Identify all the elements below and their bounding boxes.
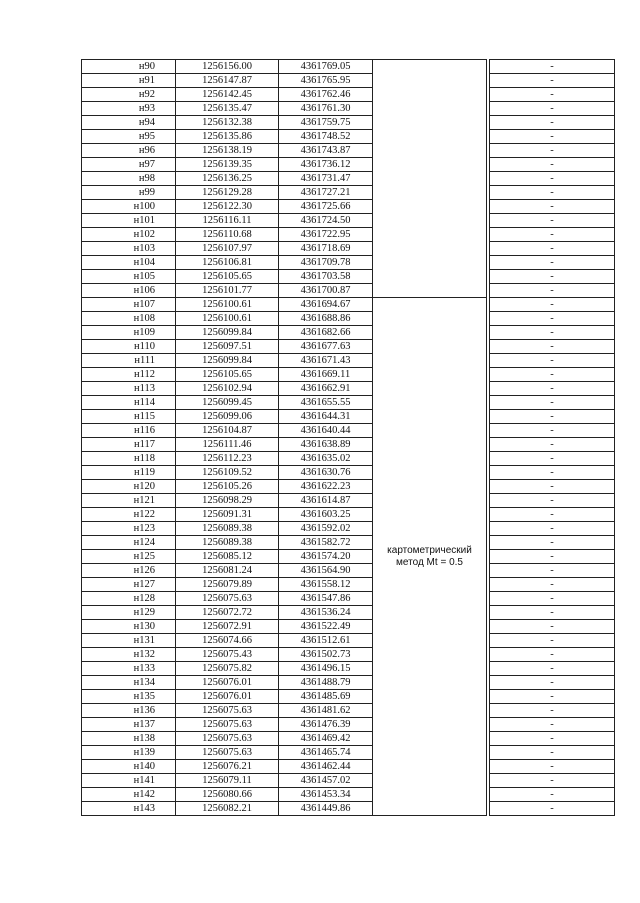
error-cell: - (490, 340, 615, 354)
point-id-cell: н119 (82, 466, 176, 480)
x-coordinate-cell: 1256099.84 (176, 326, 279, 340)
x-coordinate-cell: 1256102.94 (176, 382, 279, 396)
point-id-cell: н133 (82, 662, 176, 676)
point-id-cell: н135 (82, 690, 176, 704)
error-cell: - (490, 326, 615, 340)
error-cell: - (490, 774, 615, 788)
y-coordinate-cell: 4361731.47 (279, 172, 373, 186)
y-coordinate-cell: 4361669.11 (279, 368, 373, 382)
y-coordinate-cell: 4361769.05 (279, 60, 373, 74)
point-id-cell: н100 (82, 200, 176, 214)
table-row (82, 522, 615, 536)
table-row (82, 172, 615, 186)
x-coordinate-cell: 1256080.66 (176, 788, 279, 802)
table-row (82, 438, 615, 452)
table-row (82, 186, 615, 200)
error-cell: - (490, 116, 615, 130)
point-id-cell: н121 (82, 494, 176, 508)
point-id-cell: н140 (82, 760, 176, 774)
table-row (82, 200, 615, 214)
table-row (82, 466, 615, 480)
table-row (82, 802, 615, 816)
error-cell: - (490, 242, 615, 256)
table-row (82, 648, 615, 662)
method-name: картометрический (387, 544, 472, 556)
table-row (82, 774, 615, 788)
error-cell: - (490, 536, 615, 550)
x-coordinate-cell: 1256072.72 (176, 606, 279, 620)
point-id-cell: н129 (82, 606, 176, 620)
y-coordinate-cell: 4361547.86 (279, 592, 373, 606)
x-coordinate-cell: 1256139.35 (176, 158, 279, 172)
error-cell: - (490, 648, 615, 662)
error-cell: - (490, 746, 615, 760)
point-id-cell: н93 (82, 102, 176, 116)
table-row (82, 690, 615, 704)
y-coordinate-cell: 4361761.30 (279, 102, 373, 116)
point-id-cell: н103 (82, 242, 176, 256)
x-coordinate-cell: 1256156.00 (176, 60, 279, 74)
table-row (82, 410, 615, 424)
x-coordinate-cell: 1256089.38 (176, 522, 279, 536)
error-cell: - (490, 494, 615, 508)
error-cell: - (490, 788, 615, 802)
y-coordinate-cell: 4361603.25 (279, 508, 373, 522)
table-row (82, 284, 615, 298)
point-id-cell: н130 (82, 620, 176, 634)
table-row (82, 704, 615, 718)
y-coordinate-cell: 4361502.73 (279, 648, 373, 662)
x-coordinate-cell: 1256136.25 (176, 172, 279, 186)
error-cell: - (490, 158, 615, 172)
error-cell: - (490, 662, 615, 676)
table-row (82, 718, 615, 732)
x-coordinate-cell: 1256099.84 (176, 354, 279, 368)
point-id-cell: н99 (82, 186, 176, 200)
x-coordinate-cell: 1256132.38 (176, 116, 279, 130)
point-id-cell: н97 (82, 158, 176, 172)
y-coordinate-cell: 4361536.24 (279, 606, 373, 620)
error-cell: - (490, 452, 615, 466)
x-coordinate-cell: 1256105.65 (176, 368, 279, 382)
error-cell: - (490, 396, 615, 410)
y-coordinate-cell: 4361635.02 (279, 452, 373, 466)
point-id-cell: н137 (82, 718, 176, 732)
y-coordinate-cell: 4361574.20 (279, 550, 373, 564)
x-coordinate-cell: 1256075.63 (176, 732, 279, 746)
table-row (82, 158, 615, 172)
y-coordinate-cell: 4361688.86 (279, 312, 373, 326)
table-row (82, 60, 615, 74)
x-coordinate-cell: 1256091.31 (176, 508, 279, 522)
y-coordinate-cell: 4361682.66 (279, 326, 373, 340)
point-id-cell: н96 (82, 144, 176, 158)
y-coordinate-cell: 4361700.87 (279, 284, 373, 298)
error-cell: - (490, 592, 615, 606)
x-coordinate-cell: 1256147.87 (176, 74, 279, 88)
error-cell: - (490, 690, 615, 704)
table-row (82, 634, 615, 648)
point-id-cell: н108 (82, 312, 176, 326)
y-coordinate-cell: 4361449.86 (279, 802, 373, 816)
table-row (82, 508, 615, 522)
table-row (82, 788, 615, 802)
error-cell: - (490, 480, 615, 494)
method-cell (373, 298, 487, 816)
point-id-cell: н134 (82, 676, 176, 690)
error-cell: - (490, 88, 615, 102)
y-coordinate-cell: 4361462.44 (279, 760, 373, 774)
table-row (82, 326, 615, 340)
y-coordinate-cell: 4361671.43 (279, 354, 373, 368)
x-coordinate-cell: 1256106.81 (176, 256, 279, 270)
point-id-cell: н91 (82, 74, 176, 88)
point-id-cell: н125 (82, 550, 176, 564)
x-coordinate-cell: 1256111.46 (176, 438, 279, 452)
x-coordinate-cell: 1256081.24 (176, 564, 279, 578)
x-coordinate-cell: 1256074.66 (176, 634, 279, 648)
y-coordinate-cell: 4361457.02 (279, 774, 373, 788)
table-row (82, 746, 615, 760)
error-cell: - (490, 256, 615, 270)
y-coordinate-cell: 4361765.95 (279, 74, 373, 88)
error-cell: - (490, 144, 615, 158)
error-cell: - (490, 312, 615, 326)
error-cell: - (490, 410, 615, 424)
y-coordinate-cell: 4361724.50 (279, 214, 373, 228)
point-id-cell: н92 (82, 88, 176, 102)
y-coordinate-cell: 4361736.12 (279, 158, 373, 172)
table-row (82, 116, 615, 130)
table-row (82, 228, 615, 242)
x-coordinate-cell: 1256085.12 (176, 550, 279, 564)
y-coordinate-cell: 4361485.69 (279, 690, 373, 704)
x-coordinate-cell: 1256098.29 (176, 494, 279, 508)
y-coordinate-cell: 4361725.66 (279, 200, 373, 214)
table-row (82, 494, 615, 508)
point-id-cell: н106 (82, 284, 176, 298)
error-cell: - (490, 298, 615, 312)
error-cell: - (490, 718, 615, 732)
x-coordinate-cell: 1256082.21 (176, 802, 279, 816)
point-id-cell: н95 (82, 130, 176, 144)
error-cell: - (490, 620, 615, 634)
y-coordinate-cell: 4361592.02 (279, 522, 373, 536)
table-row (82, 550, 615, 564)
error-cell: - (490, 424, 615, 438)
point-id-cell: н111 (82, 354, 176, 368)
table-row (82, 620, 615, 634)
table-row (82, 298, 615, 312)
y-coordinate-cell: 4361748.52 (279, 130, 373, 144)
table-row (82, 214, 615, 228)
y-coordinate-cell: 4361476.39 (279, 718, 373, 732)
y-coordinate-cell: 4361677.63 (279, 340, 373, 354)
table-row (82, 102, 615, 116)
point-id-cell: н105 (82, 270, 176, 284)
x-coordinate-cell: 1256110.68 (176, 228, 279, 242)
x-coordinate-cell: 1256079.11 (176, 774, 279, 788)
coordinates-table-body (82, 60, 615, 816)
table-row (82, 368, 615, 382)
x-coordinate-cell: 1256112.23 (176, 452, 279, 466)
table-row (82, 88, 615, 102)
method-accuracy: метод Mt = 0.5 (396, 556, 463, 568)
table-row (82, 340, 615, 354)
table-row (82, 760, 615, 774)
x-coordinate-cell: 1256122.30 (176, 200, 279, 214)
error-cell: - (490, 732, 615, 746)
x-coordinate-cell: 1256075.63 (176, 718, 279, 732)
x-coordinate-cell: 1256079.89 (176, 578, 279, 592)
point-id-cell: н127 (82, 578, 176, 592)
error-cell: - (490, 508, 615, 522)
error-cell: - (490, 284, 615, 298)
table-row (82, 312, 615, 326)
table-row (82, 536, 615, 550)
y-coordinate-cell: 4361644.31 (279, 410, 373, 424)
x-coordinate-cell: 1256104.87 (176, 424, 279, 438)
x-coordinate-cell: 1256076.01 (176, 676, 279, 690)
point-id-cell: н138 (82, 732, 176, 746)
x-coordinate-cell: 1256107.97 (176, 242, 279, 256)
x-coordinate-cell: 1256075.82 (176, 662, 279, 676)
x-coordinate-cell: 1256135.47 (176, 102, 279, 116)
y-coordinate-cell: 4361564.90 (279, 564, 373, 578)
x-coordinate-cell: 1256100.61 (176, 312, 279, 326)
point-id-cell: н113 (82, 382, 176, 396)
error-cell: - (490, 522, 615, 536)
error-cell: - (490, 186, 615, 200)
y-coordinate-cell: 4361453.34 (279, 788, 373, 802)
table-row (82, 480, 615, 494)
x-coordinate-cell: 1256129.28 (176, 186, 279, 200)
y-coordinate-cell: 4361718.69 (279, 242, 373, 256)
point-id-cell: н94 (82, 116, 176, 130)
error-cell: - (490, 74, 615, 88)
table-row (82, 662, 615, 676)
table-row (82, 396, 615, 410)
table-row (82, 564, 615, 578)
coordinates-table (81, 59, 615, 816)
y-coordinate-cell: 4361759.75 (279, 116, 373, 130)
point-id-cell: н110 (82, 340, 176, 354)
x-coordinate-cell: 1256089.38 (176, 536, 279, 550)
point-id-cell: н102 (82, 228, 176, 242)
point-id-cell: н142 (82, 788, 176, 802)
x-coordinate-cell: 1256100.61 (176, 298, 279, 312)
y-coordinate-cell: 4361743.87 (279, 144, 373, 158)
y-coordinate-cell: 4361512.61 (279, 634, 373, 648)
point-id-cell: н114 (82, 396, 176, 410)
x-coordinate-cell: 1256075.63 (176, 704, 279, 718)
table-row (82, 732, 615, 746)
error-cell: - (490, 438, 615, 452)
x-coordinate-cell: 1256116.11 (176, 214, 279, 228)
y-coordinate-cell: 4361558.12 (279, 578, 373, 592)
y-coordinate-cell: 4361703.58 (279, 270, 373, 284)
table-row (82, 592, 615, 606)
error-cell: - (490, 676, 615, 690)
y-coordinate-cell: 4361694.67 (279, 298, 373, 312)
error-cell: - (490, 704, 615, 718)
y-coordinate-cell: 4361727.21 (279, 186, 373, 200)
error-cell: - (490, 172, 615, 186)
error-cell: - (490, 606, 615, 620)
table-row (82, 578, 615, 592)
table-row (82, 382, 615, 396)
point-id-cell: н126 (82, 564, 176, 578)
y-coordinate-cell: 4361655.55 (279, 396, 373, 410)
x-coordinate-cell: 1256109.52 (176, 466, 279, 480)
point-id-cell: н118 (82, 452, 176, 466)
point-id-cell: н120 (82, 480, 176, 494)
y-coordinate-cell: 4361614.87 (279, 494, 373, 508)
point-id-cell: н139 (82, 746, 176, 760)
x-coordinate-cell: 1256099.06 (176, 410, 279, 424)
x-coordinate-cell: 1256135.86 (176, 130, 279, 144)
table-row (82, 354, 615, 368)
y-coordinate-cell: 4361722.95 (279, 228, 373, 242)
point-id-cell: н101 (82, 214, 176, 228)
table-row (82, 270, 615, 284)
x-coordinate-cell: 1256101.77 (176, 284, 279, 298)
x-coordinate-cell: 1256142.45 (176, 88, 279, 102)
point-id-cell: н122 (82, 508, 176, 522)
point-id-cell: н131 (82, 634, 176, 648)
y-coordinate-cell: 4361662.91 (279, 382, 373, 396)
error-cell: - (490, 228, 615, 242)
x-coordinate-cell: 1256075.63 (176, 746, 279, 760)
y-coordinate-cell: 4361622.23 (279, 480, 373, 494)
point-id-cell: н136 (82, 704, 176, 718)
y-coordinate-cell: 4361522.49 (279, 620, 373, 634)
x-coordinate-cell: 1256076.21 (176, 760, 279, 774)
point-id-cell: н132 (82, 648, 176, 662)
y-coordinate-cell: 4361630.76 (279, 466, 373, 480)
point-id-cell: н107 (82, 298, 176, 312)
table-row (82, 242, 615, 256)
error-cell: - (490, 214, 615, 228)
y-coordinate-cell: 4361638.89 (279, 438, 373, 452)
method-cell-empty (373, 60, 487, 298)
point-id-cell: н90 (82, 60, 176, 74)
table-row (82, 74, 615, 88)
y-coordinate-cell: 4361488.79 (279, 676, 373, 690)
error-cell: - (490, 60, 615, 74)
y-coordinate-cell: 4361496.15 (279, 662, 373, 676)
point-id-cell: н115 (82, 410, 176, 424)
error-cell: - (490, 550, 615, 564)
error-cell: - (490, 760, 615, 774)
point-id-cell: н104 (82, 256, 176, 270)
table-row (82, 144, 615, 158)
point-id-cell: н117 (82, 438, 176, 452)
x-coordinate-cell: 1256075.43 (176, 648, 279, 662)
error-cell: - (490, 102, 615, 116)
y-coordinate-cell: 4361481.62 (279, 704, 373, 718)
x-coordinate-cell: 1256097.51 (176, 340, 279, 354)
y-coordinate-cell: 4361640.44 (279, 424, 373, 438)
point-id-cell: н112 (82, 368, 176, 382)
point-id-cell: н124 (82, 536, 176, 550)
point-id-cell: н109 (82, 326, 176, 340)
y-coordinate-cell: 4361465.74 (279, 746, 373, 760)
error-cell: - (490, 270, 615, 284)
point-id-cell: н141 (82, 774, 176, 788)
table-row (82, 606, 615, 620)
point-id-cell: н116 (82, 424, 176, 438)
error-cell: - (490, 578, 615, 592)
error-cell: - (490, 802, 615, 816)
error-cell: - (490, 466, 615, 480)
y-coordinate-cell: 4361469.42 (279, 732, 373, 746)
error-cell: - (490, 564, 615, 578)
x-coordinate-cell: 1256105.26 (176, 480, 279, 494)
point-id-cell: н98 (82, 172, 176, 186)
table-row (82, 424, 615, 438)
x-coordinate-cell: 1256105.65 (176, 270, 279, 284)
x-coordinate-cell: 1256075.63 (176, 592, 279, 606)
x-coordinate-cell: 1256138.19 (176, 144, 279, 158)
table-row (82, 130, 615, 144)
y-coordinate-cell: 4361582.72 (279, 536, 373, 550)
error-cell: - (490, 130, 615, 144)
error-cell: - (490, 200, 615, 214)
table-row (82, 676, 615, 690)
y-coordinate-cell: 4361709.78 (279, 256, 373, 270)
point-id-cell: н143 (82, 802, 176, 816)
y-coordinate-cell: 4361762.46 (279, 88, 373, 102)
x-coordinate-cell: 1256099.45 (176, 396, 279, 410)
point-id-cell: н128 (82, 592, 176, 606)
table-row (82, 452, 615, 466)
error-cell: - (490, 354, 615, 368)
x-coordinate-cell: 1256076.01 (176, 690, 279, 704)
error-cell: - (490, 368, 615, 382)
error-cell: - (490, 634, 615, 648)
x-coordinate-cell: 1256072.91 (176, 620, 279, 634)
point-id-cell: н123 (82, 522, 176, 536)
error-cell: - (490, 382, 615, 396)
table-row (82, 256, 615, 270)
